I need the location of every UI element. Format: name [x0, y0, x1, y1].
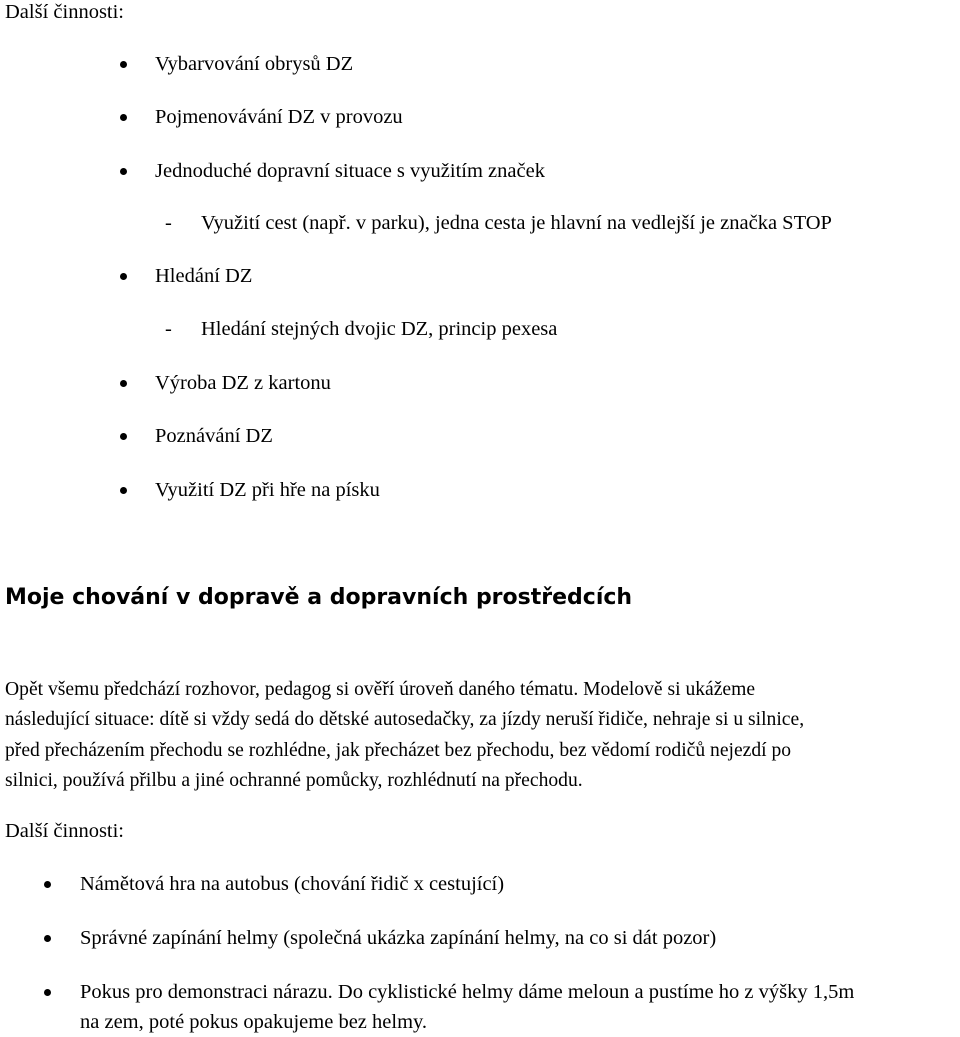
bullet-icon: [120, 487, 127, 494]
section-heading: Moje chování v dopravě a dopravních prostředcích: [5, 585, 633, 610]
list-item: Správné zapínání helmy (společná ukázka zapínání helmy, na co si dát pozor): [80, 927, 717, 949]
bullet-icon: [120, 168, 127, 175]
sub-list-item: Hledání stejných dvojic DZ, princip pexesa: [201, 318, 558, 340]
section-label: Další činnosti:: [5, 820, 125, 842]
paragraph-line: Opět všemu předchází rozhovor, pedagog si ověří úroveň daného tématu. Modelově si ukážeme: [5, 679, 756, 700]
list-item: Hledání DZ: [155, 265, 253, 287]
list-item: Vybarvování obrysů DZ: [155, 53, 354, 75]
dash-marker: -: [165, 318, 172, 340]
section-label: Další činnosti:: [5, 1, 125, 23]
bullet-icon: [120, 433, 127, 440]
list-item: Využití DZ při hře na písku: [155, 479, 380, 501]
list-item: Pokus pro demonstraci nárazu. Do cyklistické helmy dáme meloun a pustíme ho z výšky 1,5m: [80, 981, 855, 1003]
paragraph-line: následující situace: dítě si vždy sedá do dětské autosedačky, za jízdy neruší řidiče, nehraje si u silnice,: [5, 709, 805, 731]
paragraph-line: silnici, používá přilbu a jiné ochranné pomůcky, rozhlédnutí na přechodu.: [5, 769, 583, 791]
list-item: Výroba DZ z kartonu: [155, 372, 331, 394]
paragraph-line: před přecházením přechodu se rozhlédne, jak přecházet bez přechodu, bez vědomí rodičů nejezdí po: [5, 739, 792, 761]
bullet-icon: [120, 114, 127, 121]
bullet-icon: [120, 61, 127, 68]
list-item: Jednoduché dopravní situace s využitím značek: [155, 160, 545, 182]
list-item-continuation: na zem, poté pokus opakujeme bez helmy.: [80, 1011, 428, 1033]
bullet-icon: [120, 380, 127, 387]
bullet-icon: [44, 881, 51, 888]
list-item: Poznávání DZ: [155, 425, 273, 447]
list-item: Pojmenovávání DZ v provozu: [155, 106, 403, 128]
bullet-icon: [120, 273, 127, 280]
dash-marker: -: [165, 212, 172, 234]
bullet-icon: [44, 935, 51, 942]
list-item: Námětová hra na autobus (chování řidič x cestující): [80, 873, 505, 895]
paragraph: [5, 675, 955, 796]
bullet-icon: [44, 989, 51, 996]
sub-list-item: Využití cest (např. v parku), jedna cesta je hlavní na vedlejší je značka STOP: [201, 212, 832, 234]
